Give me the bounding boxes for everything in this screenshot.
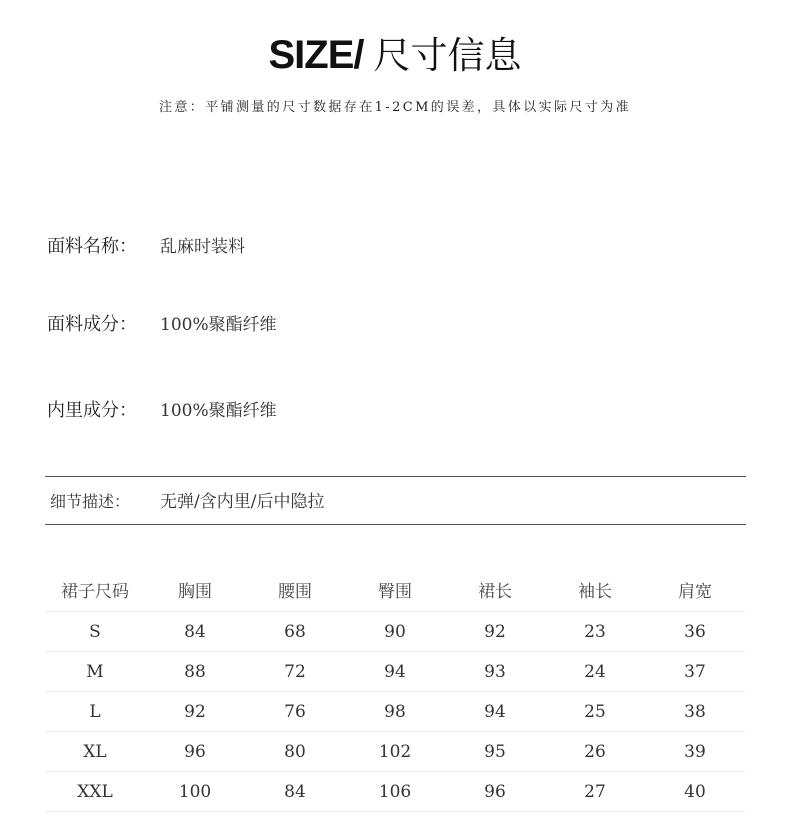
header-size: 裙子尺码 — [61, 582, 129, 602]
measurement-notice: 注意：平铺测量的尺寸数据存在1-2CM的误差，具体以实际尺寸为准 — [159, 100, 631, 115]
details-value: 无弹/含内里/后中隐拉 — [160, 492, 325, 512]
spec-label: 面料成分： — [47, 314, 137, 335]
table-cell: 95 — [484, 742, 506, 762]
table-cell: 40 — [684, 782, 706, 802]
title-size-cn: 尺寸信息 — [373, 34, 522, 77]
table-cell: 106 — [378, 782, 412, 802]
table-cell: 93 — [484, 662, 506, 682]
table-cell: 80 — [284, 742, 306, 762]
table-row — [45, 612, 745, 652]
table-cell: 94 — [484, 702, 506, 722]
divider-top — [45, 476, 746, 477]
table-cell: 39 — [684, 742, 706, 762]
details-row — [0, 487, 790, 517]
table-cell: 100 — [178, 782, 212, 802]
table-cell: 24 — [584, 662, 606, 682]
table-cell: 72 — [284, 662, 306, 682]
spec-value: 100%聚酯纤维 — [160, 401, 277, 421]
table-cell: 92 — [484, 622, 506, 642]
table-cell: 84 — [284, 782, 306, 802]
table-cell: 23 — [584, 622, 606, 642]
header-skirt-length: 裙长 — [478, 582, 512, 602]
spec-label: 面料名称： — [47, 236, 137, 257]
details-label: 细节描述： — [50, 492, 131, 511]
header-hip: 臀围 — [378, 582, 412, 602]
table-row — [45, 772, 745, 812]
spec-lining-composition — [0, 396, 790, 426]
header-waist: 腰围 — [278, 582, 312, 602]
table-cell: 98 — [384, 702, 406, 722]
table-cell: L — [89, 702, 101, 722]
table-cell: XL — [83, 742, 107, 762]
header-bust: 胸围 — [178, 582, 212, 602]
table-cell: S — [89, 622, 101, 642]
table-cell: 27 — [584, 782, 606, 802]
header-shoulder-width: 肩宽 — [678, 582, 712, 602]
table-row — [45, 652, 745, 692]
divider-bottom — [45, 524, 746, 525]
spec-fabric-name — [0, 232, 790, 262]
spec-value: 100%聚酯纤维 — [160, 315, 277, 335]
table-cell: 36 — [684, 622, 706, 642]
page-title — [0, 30, 790, 80]
table-cell: 37 — [684, 662, 706, 682]
spec-label: 内里成分： — [47, 400, 137, 421]
table-row — [45, 732, 745, 772]
table-row — [45, 692, 745, 732]
table-cell: 96 — [184, 742, 206, 762]
table-cell: 90 — [384, 622, 406, 642]
table-cell: XXL — [77, 782, 113, 802]
title-size-en: SIZE/ — [268, 33, 364, 77]
table-cell: 84 — [184, 622, 206, 642]
table-header-row — [45, 572, 745, 612]
table-cell: 102 — [378, 742, 412, 762]
header-sleeve-length: 袖长 — [578, 582, 612, 602]
table-cell: 96 — [484, 782, 506, 802]
table-cell: 94 — [384, 662, 406, 682]
spec-value: 乱麻时装料 — [160, 237, 245, 257]
spec-fabric-composition — [0, 310, 790, 340]
size-table — [45, 572, 745, 812]
table-cell: 25 — [584, 702, 606, 722]
table-cell: 88 — [184, 662, 206, 682]
table-cell: 26 — [584, 742, 606, 762]
table-cell: 68 — [284, 622, 306, 642]
table-cell: 38 — [684, 702, 706, 722]
table-cell: M — [86, 662, 104, 682]
table-cell: 92 — [184, 702, 206, 722]
table-cell: 76 — [284, 702, 306, 722]
